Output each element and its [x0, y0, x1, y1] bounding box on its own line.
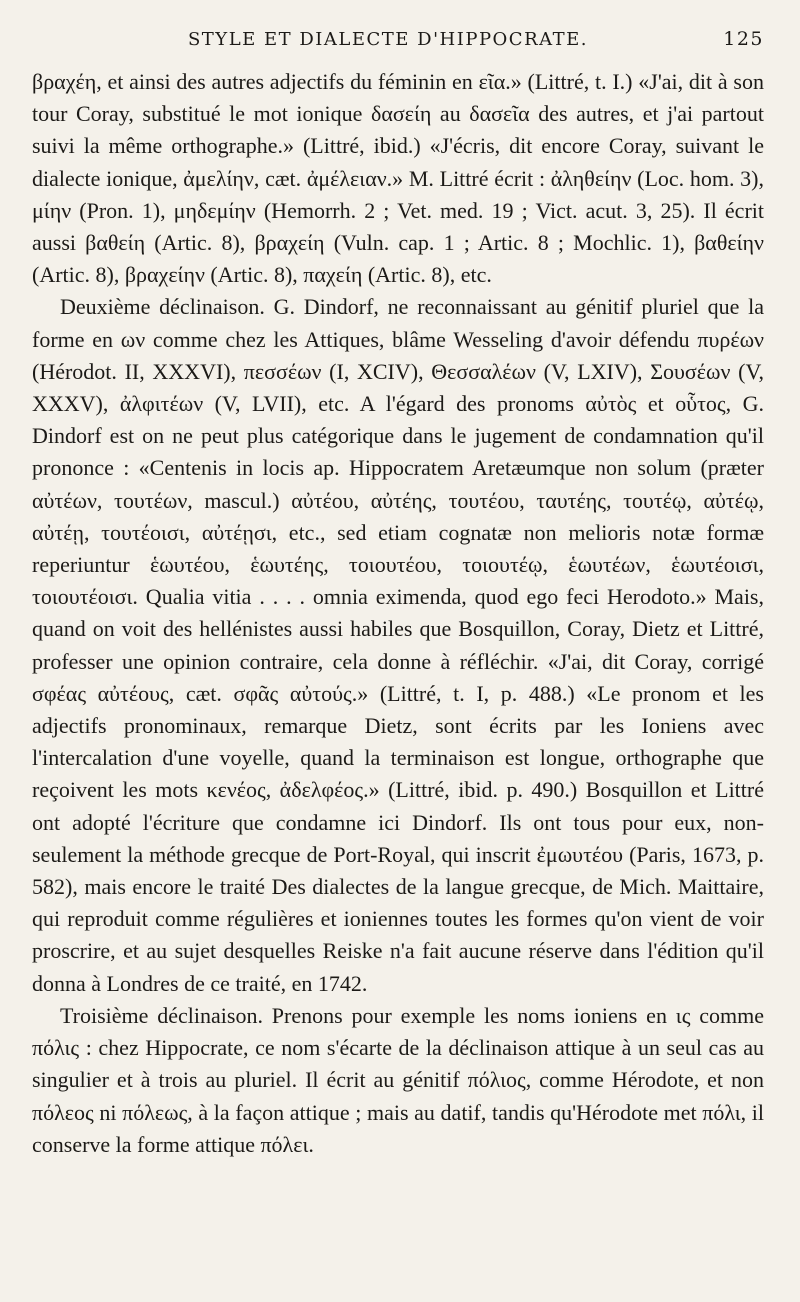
running-head	[32, 28, 764, 60]
paragraph-second-declension: Deuxième déclinaison. G. Dindorf, ne reconnaissant au génitif pluriel que la forme en ων comme chez les Attiques, blâme Wesseling d'avoir défendu πυρέων (Hérodot. II, XXXVI), πεσσέων (I, XCIV), Θεσσαλέων (V, LXIV), Σουσέων (V, XXXV), ἀλφιτέων (V, LVII), etc. A l'égard des pronoms αὐτὸς et οὗτος, G. Dindorf est on ne peut plus catégorique dans le jugement de condamnation qu'il prononce : «Centenis in locis ap. Hippocratem Aretæumque non solum (præter αὐτέων, τουτέων, mascul.) αὐτέου, αὐτέης, τουτέου, ταυτέης, τουτέῳ, αὐτέῳ, αὐτέῃ, τουτέοισι, αὐτέῃσι, etc., sed etiam cognatæ non melioris notæ formæ reperiuntur ἑωυτέου, ἑωυτέης, τοιουτέου, τοιουτέῳ, ἑωυτέων, ἑωυτέοισι, τοιουτέοισι. Qualia vitia . . . . omnia eximenda, quod ego feci Herodoto.» Mais, quand on voit des hellénistes aussi habiles que Bosquillon, Coray, Dietz et Littré, professer une opinion contraire, cela donne à réfléchir. «J'ai, dit Coray, corrigé σφέας αὐτέους, cæt. σφᾶς αὐτούς.» (Littré, t. I, p. 488.) «Le pronom et les adjectifs pronominaux, remarque Dietz, sont écrits par les Ioniens avec l'intercalation d'une voyelle, quand la terminaison est longue, orthographe que reçoivent les mots κενέος, ἀδελφέος.» (Littré, ibid. p. 490.) Bosquillon et Littré ont adopté l'écriture que condamne ici Dindorf. Ils ont tous pour eux, non-seulement la méthode grecque de Port-Royal, qui inscrit ἐμωυτέου (Paris, 1673, p. 582), mais encore le traité Des dialectes de la langue grecque, de Mich. Maittaire, qui reproduit comme régulières et ioniennes toutes les formes qu'on vient de voir proscrire, et au sujet desquelles Reiske n'a fait aucune réserve dans l'édition qu'il donna à Londres de ce traité, en 1742.	[32, 294, 764, 996]
page-number: 125	[723, 28, 764, 50]
body-text	[32, 66, 764, 1161]
running-title: STYLE ET DIALECTE D'HIPPOCRATE.	[187, 29, 589, 50]
paragraph-third-declension: Troisième déclinaison. Prenons pour exemple les noms ioniens en ις comme πόλις : chez Hippocrate, ce nom s'écarte de la déclinaison attique à un seul cas au singulier et à trois au pluriel. Il écrit au génitif πόλιος, comme Hérodote, et non πόλεος ni πόλεως, à la façon attique ; mais au datif, tandis qu'Hérodote met πόλι, il conserve la forme attique πόλει.	[32, 1002, 764, 1157]
paragraph-feminine-adjectives: βραχέη, et ainsi des autres adjectifs du féminin en εῖα.» (Littré, t. I.) «J'ai, dit à son tour Coray, substitué le mot ionique δασείη au δασεῖα des autres, et j'ai partout suivi la même orthographe.» (Littré, ibid.) «J'écris, dit encore Coray, suivant le dialecte ionique, ἀμελίην, cæt. ἀμέλειαν.» M. Littré écrit : ἀληθείην (Loc. hom. 3), μίην (Pron. 1), μηδεμίην (Hemorrh. 2 ; Vet. med. 19 ; Vict. acut. 3, 25). Il écrit aussi βαθείη (Artic. 8), βραχείη (Vuln. cap. 1 ; Artic. 8 ; Mochlic. 1), βαθείην (Artic. 8), βραχείην (Artic. 8), παχείη (Artic. 8), etc.	[32, 69, 764, 288]
